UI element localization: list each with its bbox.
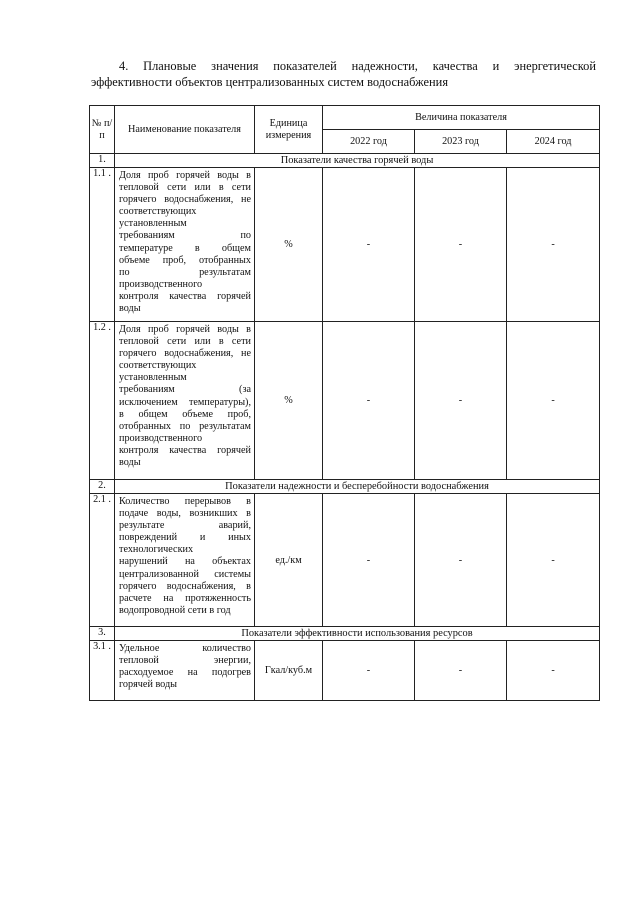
value-cell: -: [323, 322, 415, 480]
section-title: Показатели надежности и бесперебойности водоснабжения: [115, 480, 600, 494]
indicator-name-line: соответствующих: [119, 206, 197, 218]
indicator-name-line: повреждений и иных: [119, 532, 251, 544]
indicator-name-line: Доля проб горячей воды в: [119, 170, 251, 181]
indicator-name-line: воды: [119, 457, 141, 469]
value-cell: -: [415, 322, 507, 480]
table-row: [90, 641, 600, 701]
indicator-name-line: воды: [119, 303, 141, 315]
indicator-name-line: горячей воды: [119, 679, 178, 691]
value-cell: -: [507, 322, 600, 480]
indicator-name-line: требованиям по: [119, 230, 251, 242]
header-unit: Единица измерения: [255, 106, 323, 154]
indicator-name-line: результате аварий,: [119, 520, 251, 532]
section-row: [90, 154, 600, 168]
row-number: 2.1 .: [90, 494, 115, 627]
indicator-name-line: производственного: [119, 278, 203, 290]
section-title: Показатели эффективности использования ресурсов: [115, 627, 600, 641]
indicator-name-line: Доля проб горячей воды в: [119, 324, 251, 335]
indicator-name-line: технологических: [119, 544, 194, 556]
indicator-name-line: исключением температуры),: [119, 396, 251, 408]
indicator-name-line: соответствующих: [119, 360, 197, 372]
value-cell: -: [323, 641, 415, 701]
indicator-name: [115, 641, 255, 701]
row-number: 3.1 .: [90, 641, 115, 701]
header-year: 2022 год: [323, 130, 415, 154]
value-cell: -: [507, 641, 600, 701]
value-cell: -: [507, 168, 600, 322]
indicator-name-line: горячего водоснабжения, в: [119, 580, 251, 592]
table-row: [90, 168, 600, 322]
indicator-name-line: по результатам: [119, 266, 251, 278]
section-row: [90, 627, 600, 641]
row-number: 1.1 .: [90, 168, 115, 322]
value-cell: -: [415, 641, 507, 701]
table-row: [90, 494, 600, 627]
indicator-name-line: тепловой сети или в сети: [119, 182, 251, 194]
indicator-name-line: температуре в общем: [119, 242, 251, 254]
indicator-name-line: отобранных по результатам: [119, 420, 251, 432]
unit-cell: %: [255, 168, 323, 322]
indicator-name-line: в общем объеме проб,: [119, 408, 251, 420]
unit-cell: ед./км: [255, 494, 323, 627]
header-num: № п/ п: [90, 106, 115, 154]
section-number: 3.: [90, 627, 115, 641]
header-year: 2023 год: [415, 130, 507, 154]
value-cell: -: [415, 494, 507, 627]
document-heading: [91, 58, 596, 90]
value-cell: -: [323, 494, 415, 627]
indicator-name-line: объеме проб, отобранных: [119, 254, 251, 266]
table-row: [90, 322, 600, 480]
section-number: 1.: [90, 154, 115, 168]
section-number: 2.: [90, 480, 115, 494]
indicator-name-line: Удельное количество: [119, 643, 251, 654]
indicator-name-line: контроля качества горячей: [119, 444, 251, 456]
indicators-table: [89, 105, 600, 701]
header-name: Наименование показателя: [115, 106, 255, 154]
value-cell: -: [415, 168, 507, 322]
indicator-name-line: требованиям (за: [119, 384, 251, 396]
header-value: Величина показателя: [323, 106, 600, 130]
row-number: 1.2 .: [90, 322, 115, 480]
indicator-name-line: расходуемое на подогрев: [119, 667, 251, 679]
indicator-name: [115, 494, 255, 627]
unit-cell: %: [255, 322, 323, 480]
indicator-name-line: централизованной системы: [119, 568, 251, 580]
header-year: 2024 год: [507, 130, 600, 154]
value-cell: -: [507, 494, 600, 627]
heading-line-1: 4. Плановые значения показателей надежности, качества и энергетической: [119, 59, 596, 73]
unit-cell: Гкал/куб.м: [255, 641, 323, 701]
indicator-name: [115, 168, 255, 322]
indicator-name-line: подаче воды, возникших в: [119, 508, 251, 520]
indicator-name-line: установленным: [119, 218, 187, 230]
indicator-name-line: установленным: [119, 372, 187, 384]
section-title: Показатели качества горячей воды: [115, 154, 600, 168]
indicator-name-line: тепловой энергии,: [119, 655, 251, 667]
value-cell: -: [323, 168, 415, 322]
indicator-name-line: контроля качества горячей: [119, 290, 251, 302]
section-row: [90, 480, 600, 494]
indicator-name-line: водопроводной сети в год: [119, 604, 231, 616]
indicator-name: [115, 322, 255, 480]
indicator-name-line: горячего водоснабжения, не: [119, 194, 251, 206]
indicator-name-line: тепловой сети или в сети: [119, 336, 251, 348]
indicator-name-line: производственного: [119, 432, 203, 444]
indicator-name-line: Количество перерывов в: [119, 496, 251, 507]
indicator-name-line: горячего водоснабжения, не: [119, 348, 251, 360]
heading-line-2: эффективности объектов централизованных систем водоснабжения: [91, 75, 449, 89]
indicator-name-line: расчете на протяженность: [119, 592, 251, 604]
indicator-name-line: нарушений на объектах: [119, 556, 251, 568]
